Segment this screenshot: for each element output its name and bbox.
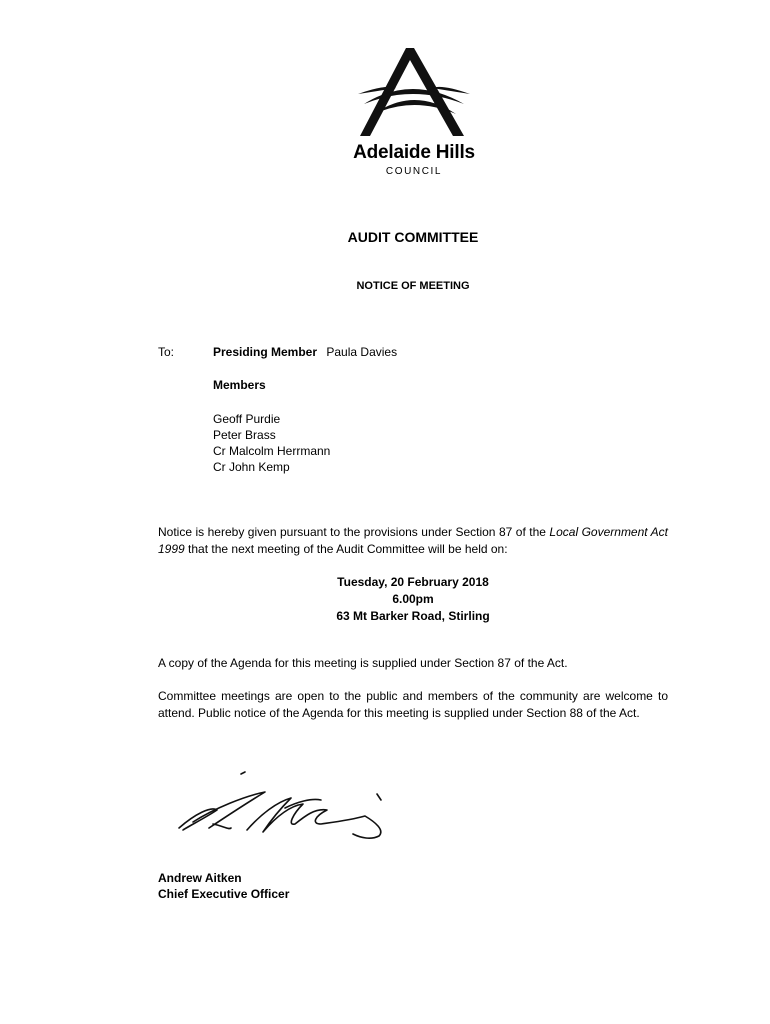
signatory-title: Chief Executive Officer — [158, 887, 290, 901]
signature — [165, 764, 395, 861]
presiding-name: Paula Davies — [326, 345, 398, 359]
council-logo — [341, 44, 487, 184]
logo-subtitle: COUNCIL — [385, 166, 443, 177]
logo-a-mark-icon — [356, 44, 472, 140]
member-item: Peter Brass — [213, 428, 276, 442]
signatory — [158, 870, 289, 902]
public-paragraph: Committee meetings are open to the public and members of the community are welcome to attend. Public notice of the Agenda for this meeting is supplied under Section 88 of the Act. — [158, 689, 668, 720]
agenda-paragraph: A copy of the Agenda for this meeting is supplied under Section 87 of the Act. — [158, 656, 568, 670]
meeting-details — [158, 574, 668, 625]
member-item: Cr John Kemp — [213, 460, 290, 474]
notice-intro-end: that the next meeting of the Audit Committee will be held on: — [184, 542, 508, 556]
members-heading: Members — [213, 378, 266, 392]
notice-intro: Notice is hereby given pursuant to the provisions under Section 87 of the — [158, 525, 550, 539]
presiding-member — [213, 345, 397, 359]
logo-name: Adelaide Hills — [353, 142, 475, 163]
document-title: AUDIT COMMITTEE — [347, 229, 479, 245]
member-item: Geoff Purdie — [213, 412, 281, 426]
presiding-role: Presiding Member — [213, 345, 318, 359]
member-item: Cr Malcolm Herrmann — [213, 444, 331, 458]
document-subtitle: NOTICE OF MEETING — [356, 280, 470, 292]
meeting-location: 63 Mt Barker Road, Stirling — [336, 609, 490, 623]
signature-icon — [165, 764, 395, 856]
act-name: Local Government Act 1999 — [158, 525, 668, 556]
signatory-name: Andrew Aitken — [158, 871, 242, 885]
meeting-time: 6.00pm — [392, 592, 434, 606]
notice-paragraph — [158, 524, 668, 558]
members-list — [213, 411, 330, 475]
to-label: To: — [158, 345, 175, 359]
meeting-date: Tuesday, 20 February 2018 — [337, 575, 489, 589]
